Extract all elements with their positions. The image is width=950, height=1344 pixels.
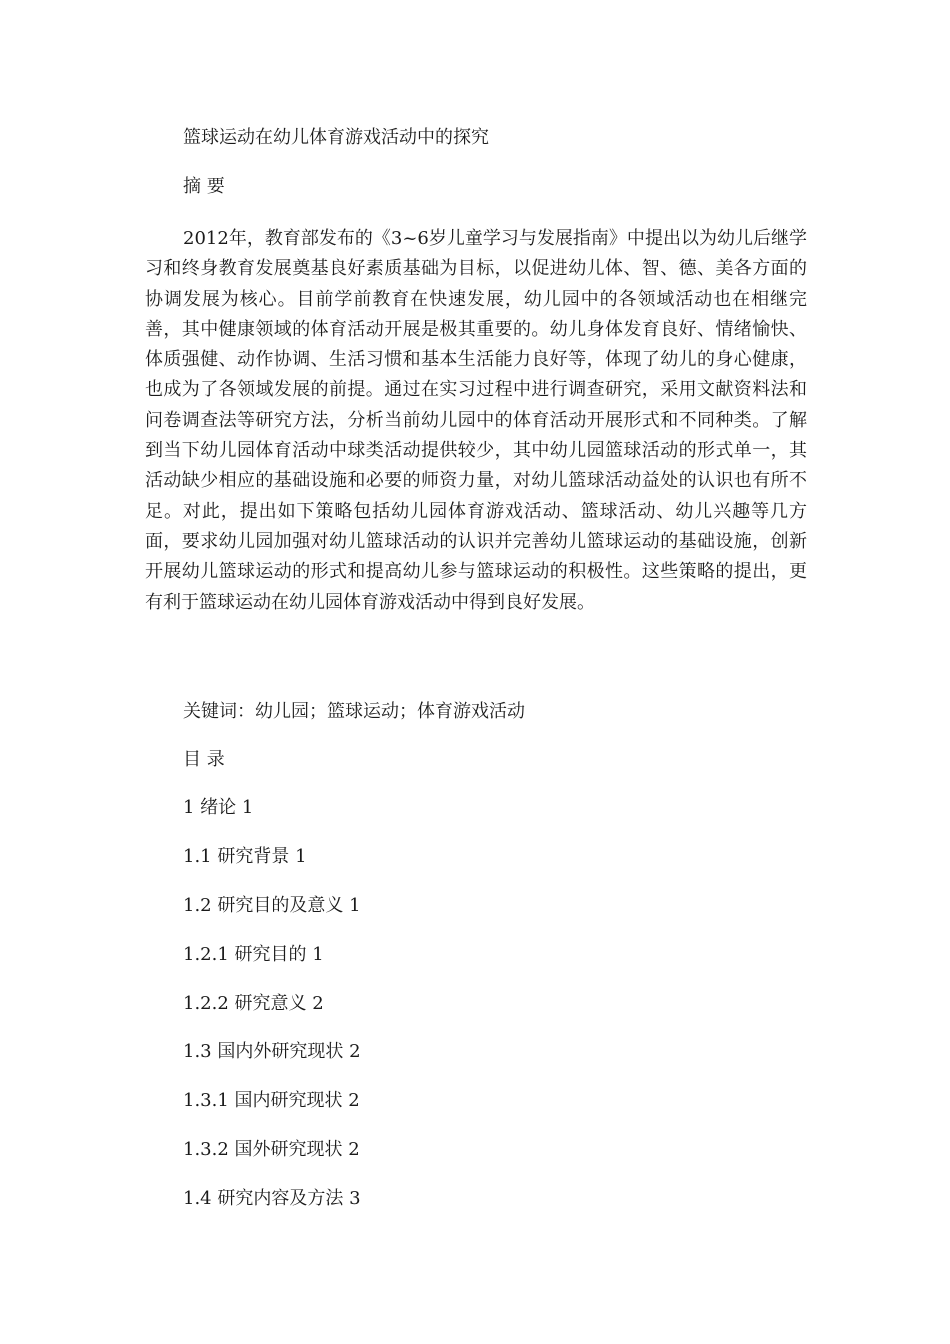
toc-entry: 1 绪论 1 <box>183 797 254 818</box>
toc-entry: 1.1 研究背景 1 <box>183 845 307 867</box>
toc-entry: 1.2 研究目的及意义 1 <box>183 894 361 916</box>
abstract-paragraph: 2012年，教育部发布的《3~6岁儿童学习与发展指南》中提出以为幼儿后继学习和终身教育发展奠基良好素质基础为目标，以促进幼儿体、智、德、美各方面的协调发展为核心。目前学前教育在快速发展，幼儿园中的各领域活动也在相继完善，其中健康领域的体育活动开展是极其重要的。幼儿身体发育良好、情绪愉快、体质强健、动作协调、生活习惯和基本生活能力良好等，体现了幼儿的身心健康，也成为了各领域发展的前提。通过在实习过程中进行调查研究，采用文献资料法和问卷调查法等研究方法，分析当前幼儿园中的体育活动开展形式和不同种类。了解到当下幼儿园体育活动中球类活动提供较少，其中幼儿园篮球活动的形式单一，其活动缺少相应的基础设施和必要的师资力量，对幼儿篮球活动益处的认识也有所不足。对此，提出如下策略包括幼儿园体育游戏活动、篮球活动、幼儿兴趣等几方面，要求幼儿园加强对幼儿篮球活动的认识并完善幼儿篮球运动的基础设施，创新开展幼儿篮球运动的形式和提高幼儿参与篮球运动的积极性。这些策略的提出，更有利于篮球运动在幼儿园体育游戏活动中得到良好发展。 <box>145 228 807 613</box>
toc-entry: 1.4 研究内容及方法 3 <box>183 1188 361 1210</box>
table-of-contents <box>183 796 361 1236</box>
document-title: 篮球运动在幼儿体育游戏活动中的探究 <box>183 127 489 148</box>
toc-entry: 1.3.1 国内研究现状 2 <box>183 1090 360 1112</box>
toc-heading: 目 录 <box>183 749 225 770</box>
toc-entry: 1.2.1 研究目的 1 <box>183 943 324 965</box>
abstract-heading: 摘 要 <box>183 176 225 197</box>
toc-entry: 1.3.2 国外研究现状 2 <box>183 1139 360 1161</box>
toc-entry: 1.3 国内外研究现状 2 <box>183 1041 361 1063</box>
toc-entry: 1.2.2 研究意义 2 <box>183 992 324 1014</box>
keywords-line: 关键词：幼儿园；篮球运动；体育游戏活动 <box>183 701 525 722</box>
